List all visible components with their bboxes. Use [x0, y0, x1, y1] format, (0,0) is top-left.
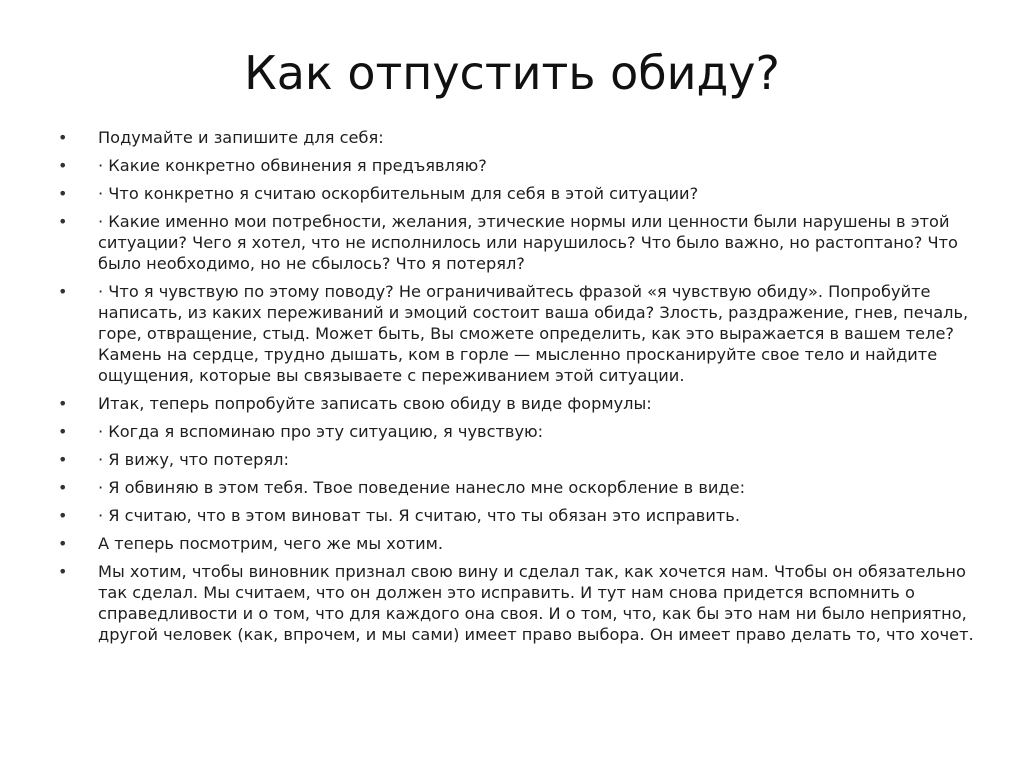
bullet-item-6 — [58, 393, 978, 414]
bullet-dot-icon: • — [58, 506, 68, 525]
bullet-item-1 — [58, 127, 978, 148]
bullet-dot-icon: • — [58, 534, 68, 553]
bullet-text: · Что я чувствую по этому поводу? Не ограничивайтесь фразой «я чувствую обиду». Попробуйте написать, из каких переживаний и эмоций состоит ваша обида? Злость, раздражение, гнев, печаль, горе, отвращение, стыд. Может быть, Вы сможете определить, как это выражается в вашем теле? Камень на сердце, трудно дышать, ком в горле — мысленно просканируйте свое тело и найдите ощущения, которые вы связываете с переживанием этой ситуации. — [98, 282, 969, 385]
bullet-list — [58, 127, 978, 652]
bullet-item-12 — [58, 561, 978, 645]
slide-title: Как отпустить обиду? — [244, 46, 780, 100]
bullet-text: · Я обвиняю в этом тебя. Твое поведение нанесло мне оскорбление в виде: — [98, 478, 746, 497]
bullet-item-5 — [58, 281, 978, 386]
bullet-dot-icon: • — [58, 394, 68, 413]
bullet-text: А теперь посмотрим, чего же мы хотим. — [98, 534, 444, 553]
bullet-text: · Я считаю, что в этом виноват ты. Я считаю, что ты обязан это исправить. — [98, 506, 740, 525]
bullet-item-7 — [58, 421, 978, 442]
bullet-text: Итак, теперь попробуйте записать свою обиду в виде формулы: — [98, 394, 652, 413]
bullet-item-2 — [58, 155, 978, 176]
bullet-dot-icon: • — [58, 128, 68, 147]
bullet-dot-icon: • — [58, 282, 68, 301]
bullet-dot-icon: • — [58, 478, 68, 497]
bullet-dot-icon: • — [58, 184, 68, 203]
bullet-item-8 — [58, 449, 978, 470]
bullet-dot-icon: • — [58, 450, 68, 469]
bullet-text: · Когда я вспоминаю про эту ситуацию, я чувствую: — [98, 422, 544, 441]
bullet-dot-icon: • — [58, 156, 68, 175]
bullet-dot-icon: • — [58, 212, 68, 231]
bullet-item-9 — [58, 477, 978, 498]
bullet-item-10 — [58, 505, 978, 526]
bullet-text: · Какие конкретно обвинения я предъявляю? — [98, 156, 487, 175]
bullet-item-11 — [58, 533, 978, 554]
bullet-text: · Что конкретно я считаю оскорбительным для себя в этой ситуации? — [98, 184, 699, 203]
bullet-item-4 — [58, 211, 978, 274]
bullet-item-3 — [58, 183, 978, 204]
bullet-text: · Я вижу, что потерял: — [98, 450, 289, 469]
bullet-dot-icon: • — [58, 562, 68, 581]
bullet-dot-icon: • — [58, 422, 68, 441]
bullet-text: · Какие именно мои потребности, желания, этические нормы или ценности были нарушены в этой ситуации? Чего я хотел, что не исполнилось или нарушилось? Что было важно, но растоптано? Что было необходимо, но не сбылось? Что я потерял? — [98, 212, 958, 273]
bullet-text: Подумайте и запишите для себя: — [98, 128, 384, 147]
bullet-text: Мы хотим, чтобы виновник признал свою вину и сделал так, как хочется нам. Чтобы он обязательно так сделал. Мы считаем, что он должен это исправить. И тут нам снова придется вспомнить о справедливости и о том, что для каждого она своя. И о том, что, как бы это нам ни было неприятно, другой человек (как, впрочем, и мы сами) имеет право выбора. Он имеет право делать то, что хочет. — [98, 562, 974, 644]
